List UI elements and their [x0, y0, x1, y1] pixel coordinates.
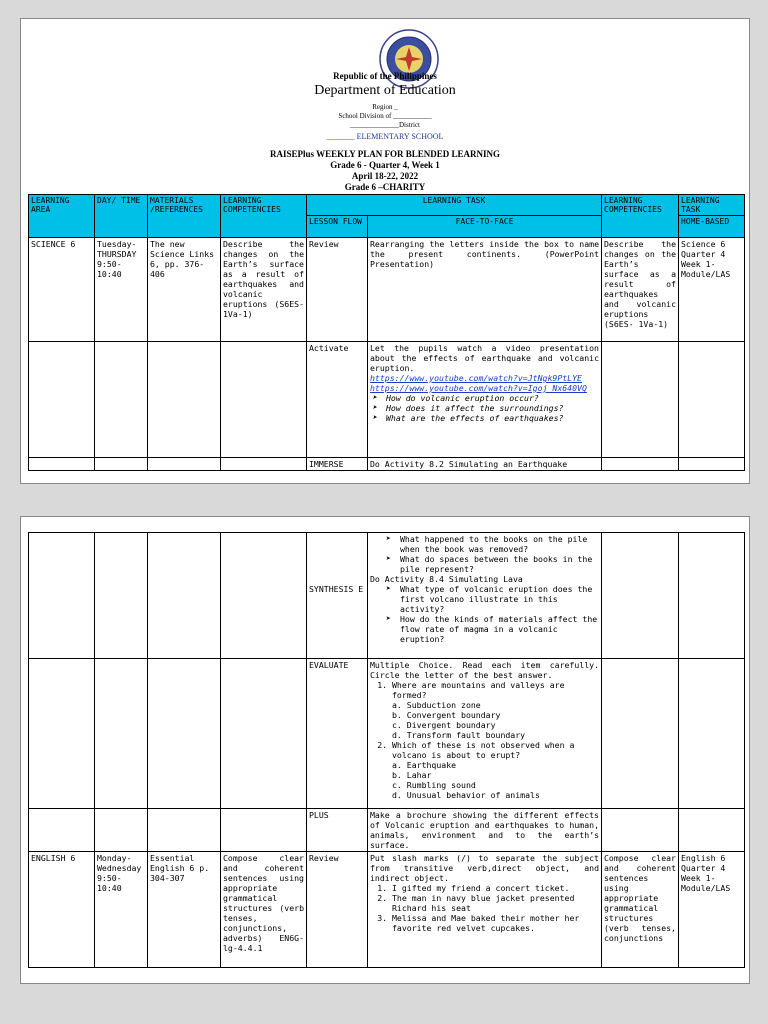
face-to-face-cell: [368, 533, 602, 659]
english-intro: Put slash marks (/) to separate the subject from transitive verb,direct object, and indirect object.: [370, 853, 599, 883]
day-time-cell: Tuesday-THURSDAY 9:50-10:40: [95, 238, 148, 342]
grade-quarter-line: Grade 6 - Quarter 4, Week 1: [330, 160, 440, 170]
table-row: [29, 852, 745, 968]
question-item: ➤ How do the kinds of materials affect the flow rate of magma in a volcanic eruption?: [384, 614, 599, 644]
choice-item: c. Rumbling sound: [392, 780, 476, 790]
header-learning-task: LEARNING TASK: [307, 195, 602, 216]
school-line: _______ ELEMENTARY SCHOOL: [326, 132, 444, 141]
lesson-plan-table: [28, 194, 745, 471]
question-item: ➤ How does it affect the surroundings?: [370, 403, 599, 413]
section-line: Grade 6 –CHARITY: [344, 182, 426, 192]
header-lesson-flow: LESSON FLOW: [307, 216, 368, 238]
choice-item: d. Unusual behavior of animals: [392, 790, 540, 800]
region-line: Region _: [372, 103, 398, 111]
evaluate-intro: Multiple Choice. Read each item carefully. Circle the letter of the best answer.: [370, 660, 599, 680]
lesson-flow-cell: Review: [307, 852, 368, 968]
evaluate-question-1: 1. Where are mountains and valleys are formed? a. Subduction zone b. Convergent boundary c. Divergent boundary d. Transform fault boundary: [392, 680, 599, 740]
lesson-plan-table-continued: [28, 532, 745, 968]
learning-area-cell: ENGLISH 6: [29, 852, 95, 968]
table-row: [29, 342, 745, 458]
table-row: [29, 533, 745, 659]
table-row: [29, 809, 745, 852]
division-line: School Division of ___________: [338, 112, 432, 120]
list-item: 3. Melissa and Mae baked their mother her favorite red velvet cupcakes.: [392, 913, 599, 933]
choice-item: d. Transform fault boundary: [392, 730, 526, 740]
header-home-based: HOME-BASED: [679, 216, 745, 238]
synthesis-intro: Do Activity 8.4 Simulating Lava: [370, 574, 523, 584]
header-competencies: LEARNING COMPETENCIES: [221, 195, 307, 238]
competency-right-cell: Compose clear and coherent sentences using appropriate grammatical structures (verb tenses, conjunctions: [602, 852, 679, 968]
question-item: ➤ What happened to the books on the pile when the book was removed?: [384, 534, 599, 554]
video-link-1[interactable]: https://www.youtube.com/watch?v=JtNgk9PtLYE: [370, 373, 582, 383]
face-to-face-cell: Do Activity 8.2 Simulating an Earthquake: [368, 458, 602, 471]
document-page-2: [20, 516, 750, 984]
republic-line: Republic of the Philippines: [333, 71, 437, 81]
choice-item: a. Earthquake: [392, 760, 457, 770]
choice-item: a. Subduction zone: [392, 700, 481, 710]
competency-cell: Compose clear and coherent sentences using appropriate grammatical structures (verb tenses, conjunctions, adverbs) EN6G-lg-4.4.1: [221, 852, 307, 968]
competency-right-cell: Describe the changes on the Earth’s surface as a result of earthquakes and volcanic eruptions (S6ES- 1Va-1): [602, 238, 679, 342]
plan-title: RAISEPlus WEEKLY PLAN FOR BLENDED LEARNING: [270, 149, 500, 159]
dates-line: April 18-22, 2022: [351, 171, 419, 181]
table-row: [29, 238, 745, 342]
home-based-cell: English 6 Quarter 4 Week 1-Module/LAS: [679, 852, 745, 968]
lesson-flow-cell: Review: [307, 238, 368, 342]
list-item: 2. The man in navy blue jacket presented Richard his seat: [392, 893, 599, 913]
face-to-face-cell: Make a brochure showing the different effects of Volcanic eruption and earthquakes to human, animals, environment and to the earth’s surface.: [368, 809, 602, 852]
header-learning-area: LEARNING AREA: [29, 195, 95, 238]
competency-cell: Describe the changes on the Earth’s surface as a result of earthquakes and volcanic eruptions (S6ES- 1Va-1): [221, 238, 307, 342]
materials-cell: Essential English 6 p. 304-307: [148, 852, 221, 968]
materials-cell: The new Science Links 6, pp. 376-406: [148, 238, 221, 342]
lesson-flow-cell: Activate: [307, 342, 368, 458]
document-page-1: [20, 18, 750, 484]
lesson-flow-cell: PLUS: [307, 809, 368, 852]
lesson-flow-cell: EVALUATE: [307, 659, 368, 809]
home-based-cell: Science 6 Quarter 4 Week 1-Module/LAS: [679, 238, 745, 342]
lesson-flow-cell: [307, 533, 368, 659]
question-item: ➤ How do volcanic eruption occur?: [370, 393, 599, 403]
face-to-face-cell: Rearranging the letters inside the box to name the present continents. (PowerPoint Presentation): [368, 238, 602, 342]
choice-item: b. Lahar: [392, 770, 432, 780]
learning-area-cell: SCIENCE 6: [29, 238, 95, 342]
video-link-2[interactable]: https://www.youtube.com/watch?v=Igoj Nx640VQ: [370, 383, 587, 393]
face-to-face-cell: [368, 342, 602, 458]
header-day-time: DAY/ TIME: [95, 195, 148, 238]
table-row: [29, 659, 745, 809]
header-materials: MATERIALS /REFERENCES: [148, 195, 221, 238]
lesson-flow-cell: IMMERSE: [307, 458, 368, 471]
evaluate-question-2: 2. Which of these is not observed when a volcano is about to erupt? a. Earthquake b. Lahar c. Rumbling sound d. Unusual behavior of animals: [392, 740, 599, 800]
table-row: [29, 458, 745, 471]
face-to-face-cell: [368, 852, 602, 968]
face-to-face-cell: [368, 659, 602, 809]
header-face-to-face: FACE-TO-FACE: [368, 216, 602, 238]
list-item: 1. I gifted my friend a concert ticket.: [392, 883, 599, 893]
question-item: ➤ What type of volcanic eruption does the first volcano illustrate in this activity?: [384, 584, 599, 614]
header-learning-task-home: LEARNING TASK: [679, 195, 745, 216]
question-item: ➤ What are the effects of earthquakes?: [370, 413, 599, 423]
department-name: Department of Education: [314, 83, 456, 98]
synthesis-label: SYNTHESIS E: [309, 584, 364, 594]
day-time-cell: Monday-Wednesday 9:50-10:40: [95, 852, 148, 968]
header-competencies-right: LEARNING COMPETENCIES: [602, 195, 679, 238]
choice-item: b. Convergent boundary: [392, 710, 501, 720]
question-item: ➤ What do spaces between the books in the pile represent?: [384, 554, 599, 574]
district-line: ______________District: [350, 121, 420, 129]
activate-text: Let the pupils watch a video presentation about the effects of earthquake and volcanic eruption.: [370, 343, 599, 373]
choice-item: c. Divergent boundary: [392, 720, 496, 730]
